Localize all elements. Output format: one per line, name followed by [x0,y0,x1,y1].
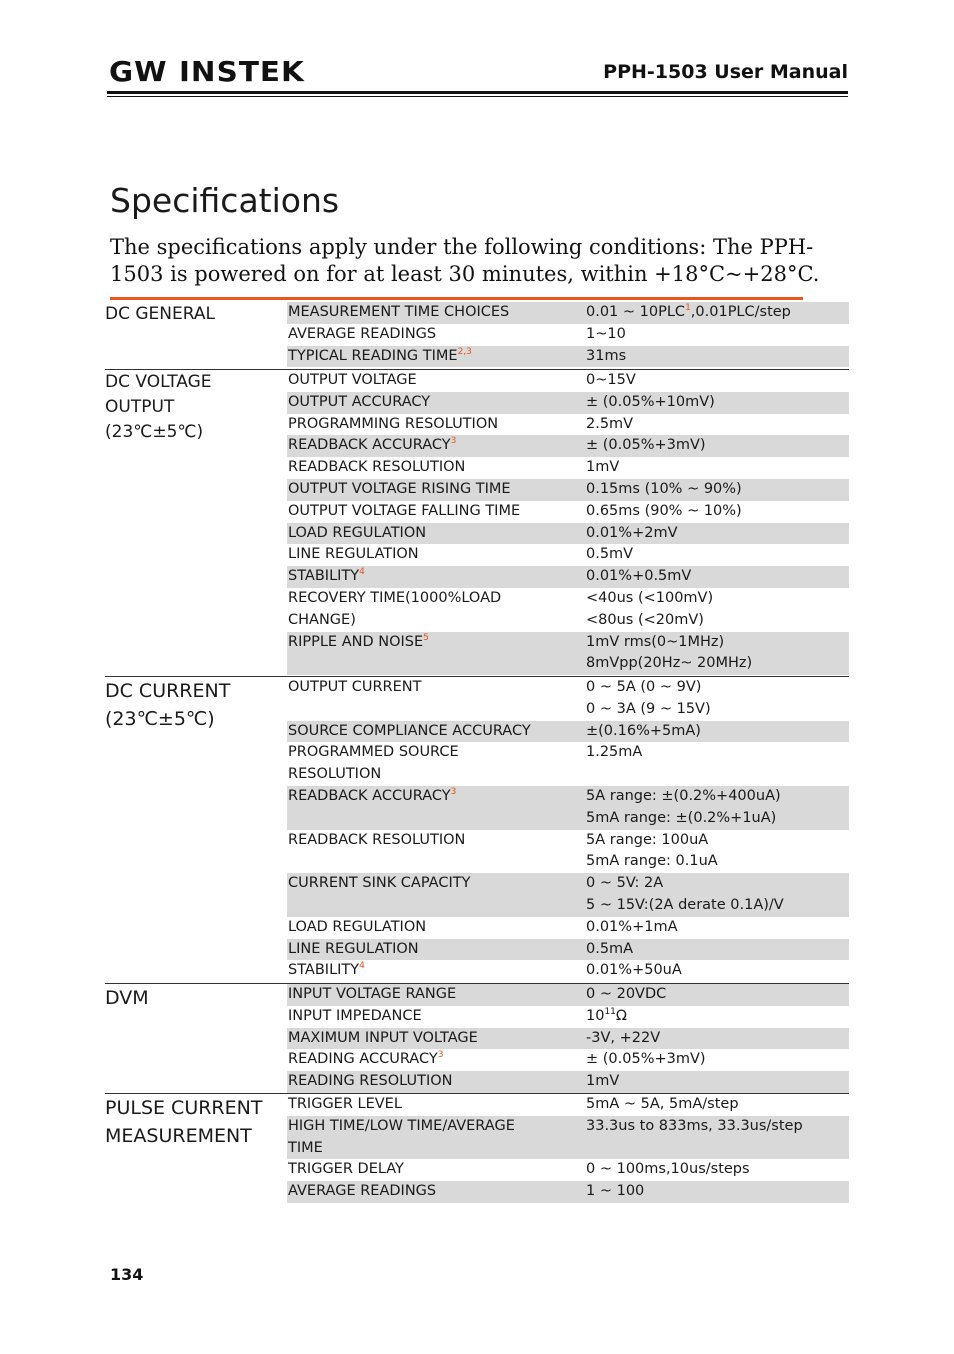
parameter-name: READBACK RESOLUTION [288,831,466,848]
parameter-name: PROGRAMMED SOURCE RESOLUTION [288,744,459,783]
spec-row [287,1006,849,1028]
parameter-value: 1mV [586,459,620,476]
parameter-name: RIPPLE AND NOISE$^5$ [288,632,429,650]
spec-row [287,544,849,566]
spec-row [287,1181,849,1203]
parameter-name: READING ACCURACY$^3$ [288,1050,444,1068]
parameter-value: 0.5mA [586,940,634,957]
parameter-name: OUTPUT ACCURACY [288,393,431,410]
parameter-value: 31ms [586,347,627,364]
parameter-value: 5A range: 100uA 5mA range: 0.1uA [586,831,718,870]
page-title: Specifications [110,181,340,220]
footnote-ref: 2,3 [457,346,472,357]
footnote-ref: 4 [359,567,365,578]
parameter-value: 5mA ~ 5A, 5mA/step [586,1096,739,1112]
spec-row [287,414,849,436]
spec-row [287,479,849,501]
gw-instek-logo: GW INSTEK [109,55,305,88]
parameter-value: ±(0.16%+5mA) [586,722,701,739]
parameter-value: 5A range: ±(0.2%+400uA) 5mA range: ±(0.2%+1uA) [586,787,781,826]
parameter-value: 0~15V [586,372,636,388]
section-name: DVM [105,987,149,1009]
parameter-name: CURRENT SINK CAPACITY [288,875,471,892]
spec-row [287,435,849,457]
spec-row [287,830,849,874]
spec-row [287,1094,849,1116]
parameter-name: LINE REGULATION [288,940,419,957]
footnote-ref: 3 [437,1050,444,1061]
spec-row [287,677,849,721]
parameter-name: AVERAGE READINGS [288,1183,437,1200]
parameter-name: OUTPUT VOLTAGE FALLING TIME [288,502,521,519]
parameter-name: LOAD REGULATION [288,918,427,935]
parameter-name: TRIGGER DELAY [288,1161,404,1178]
spec-row [287,786,849,830]
parameter-name: MEASUREMENT TIME CHOICES [288,304,510,320]
section-name: DC CURRENT (23℃±5℃) [105,680,231,730]
spec-row [287,873,849,917]
parameter-value: ± (0.05%+3mV) [586,437,706,454]
spec-row [287,960,849,982]
parameter-name: AVERAGE READINGS [288,325,437,342]
parameter-value: 33.3us to 833ms, 33.3us/step [586,1117,803,1134]
footnote-ref: 1 [685,303,691,314]
parameter-name: INPUT IMPEDANCE [288,1007,422,1024]
parameter-value: 0 ~ 5A (0 ~ 9V) 0 ~ 3A (9 ~ 15V) [586,679,711,717]
accent-rule [110,297,803,300]
spec-row [287,1159,849,1181]
parameter-value: 1 ~ 100 [586,1183,645,1200]
exponent: 11 [604,1006,616,1017]
spec-row [287,566,849,588]
parameter-name: READING RESOLUTION [288,1073,453,1090]
section-name: PULSE CURRENT MEASUREMENT [105,1097,263,1147]
parameter-name: PROGRAMMING RESOLUTION [288,415,499,432]
footnote-ref: 3 [450,436,457,447]
parameter-value: 0.5mV [586,546,634,563]
parameter-value: 0 ~ 100ms,10us/steps [586,1161,750,1178]
parameter-value: 0.65ms (90% ~ 10%) [586,502,742,519]
footnote-ref: 4 [359,961,365,972]
parameter-name: TYPICAL READING TIME$^{2,3}$ [288,346,472,364]
page-header [107,55,848,99]
parameter-name: MAXIMUM INPUT VOLTAGE [288,1029,478,1046]
spec-row [287,523,849,545]
section-rows [287,677,849,982]
spec-row [287,742,849,786]
parameter-value: 0.01%+50uA [586,962,682,979]
spec-row [287,346,849,368]
parameter-name: RECOVERY TIME(1000%LOAD CHANGE) [288,589,502,628]
parameter-value: 1mV [586,1073,620,1090]
parameter-value: 0.01%+1mA [586,918,678,935]
parameter-name: OUTPUT VOLTAGE [288,372,417,388]
section-rows [287,1094,849,1203]
parameter-value: 1~10 [586,325,626,342]
parameter-value: 0.01 ~ 10PLC$^1$,0.01PLC/step [586,303,791,320]
spec-row [287,501,849,523]
header-rule [107,91,848,94]
parameter-value: $10^{11}\Omega$ [586,1006,627,1024]
spec-row [287,984,849,1006]
parameter-name: STABILITY$^4$ [288,567,365,585]
parameter-value: 0 ~ 5V: 2A 5 ~ 15V:(2A derate 0.1A)/V [586,875,784,913]
section-name: DC GENERAL [105,304,215,324]
parameter-name: HIGH TIME/LOW TIME/AVERAGE TIME [288,1117,515,1156]
parameter-value: ± (0.05%+10mV) [586,393,715,410]
parameter-name: READBACK ACCURACY$^3$ [288,787,457,804]
spec-row [287,1028,849,1050]
spec-row [287,1049,849,1071]
parameter-name: READBACK RESOLUTION [288,459,466,476]
spec-row [287,939,849,961]
parameter-value: 2.5mV [586,415,634,432]
section-rows [287,370,849,675]
parameter-value: 1mV rms(0~1MHz) 8mVpp(20Hz~ 20MHz) [586,633,753,672]
parameter-value: ± (0.05%+3mV) [586,1051,706,1068]
spec-row [287,1071,849,1093]
spec-row [287,721,849,743]
parameter-value: 0.01%+2mV [586,524,678,541]
spec-row [287,1116,849,1160]
spec-row [287,917,849,939]
footnote-ref: 5 [423,632,429,643]
spec-row [287,457,849,479]
page-number: 134 [110,1265,144,1284]
manual-title: PPH-1503 User Manual [603,61,848,83]
intro-paragraph: The specifications apply under the following conditions: The PPH-1503 is powered on for at least 30 minutes, within +18°C~+28°C. [110,235,820,286]
parameter-name: INPUT VOLTAGE RANGE [288,986,457,1002]
parameter-value: 1.25mA [586,744,643,761]
parameter-name: SOURCE COMPLIANCE ACCURACY [288,722,531,739]
parameter-name: STABILITY$^4$ [288,961,365,979]
spec-row [287,302,849,324]
section-rows [287,984,849,1093]
parameter-value: 0.15ms (10% ~ 90%) [586,480,742,497]
section-name: DC VOLTAGE OUTPUT (23℃±5℃) [105,372,212,442]
section-rows [287,302,849,367]
spec-row [287,392,849,414]
spec-row [287,370,849,392]
parameter-value: 0 ~ 20VDC [586,986,667,1002]
parameter-name: TRIGGER LEVEL [288,1096,402,1112]
footnote-ref: 3 [450,787,457,798]
parameter-name: LINE REGULATION [288,546,419,563]
header-rule-thin [107,96,848,97]
parameter-name: READBACK ACCURACY$^3$ [288,436,457,454]
spec-row [287,324,849,346]
parameter-value: <40us (<100mV) <80us (<20mV) [586,589,714,628]
parameter-name: OUTPUT CURRENT [288,679,422,695]
parameter-value: 0.01%+0.5mV [586,568,692,585]
parameter-value: -3V, +22V [586,1029,661,1046]
spec-row [287,588,849,632]
parameter-name: LOAD REGULATION [288,524,427,541]
parameter-name: OUTPUT VOLTAGE RISING TIME [288,480,511,497]
spec-row [287,632,849,676]
